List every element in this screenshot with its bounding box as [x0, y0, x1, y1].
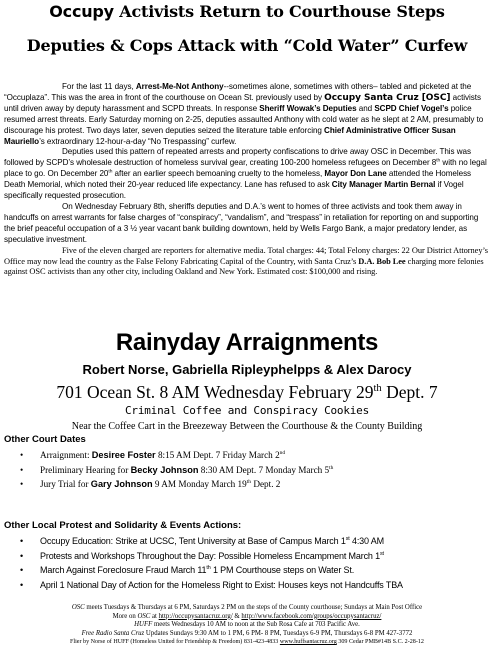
article-paragraph-2 [4, 147, 490, 202]
text-span: 1 PM Courthouse steps on Water St. [210, 565, 355, 575]
text-span: Arraignment: [40, 450, 92, 460]
name-chief-vogel: SCPD Chief Vogel’s [374, 103, 449, 113]
list-item [18, 448, 492, 463]
flyer-footer [0, 604, 494, 647]
defendant-name: Gary Johnson [90, 479, 153, 489]
court-dates-heading: Other Court Dates [4, 434, 86, 445]
text-span: OSC [71, 604, 85, 611]
article-paragraph-1 [4, 82, 490, 147]
name-da-bob-lee: D.A. Bob Lee [358, 256, 406, 266]
defendant-name: Desiree Foster [91, 450, 156, 460]
text-span: activists until driven away by deputy harassment and SCPD threats. In response [4, 92, 481, 113]
text-span: 8:15 AM Dept. 7 Friday March 2 [155, 450, 280, 460]
text-span: attended the Homeless Death Memorial, which noted their 20-year reduced life expectancy. Lane has refused to ask [4, 169, 472, 190]
text-span: OSC [137, 612, 151, 620]
text-span: meets Tuesdays & Thursdays at 6 PM, Saturdays 2 PM on the steps of the County courthouse; Sundays at Main Post Office [84, 604, 423, 611]
text-span: at [150, 612, 159, 620]
name-anthony: Arrest-Me-Not Anthony [135, 82, 224, 91]
superscript: th [436, 158, 441, 164]
superscript: th [206, 565, 211, 571]
superscript: th [246, 478, 252, 485]
text-span: HUFF [134, 621, 153, 629]
text-span: with no legal place to go. On December 20 [4, 158, 487, 179]
text-span: and [356, 103, 375, 113]
text-span: 8:30 AM Dept. 7 Monday March 5 [198, 464, 330, 475]
name-mayor-don-lane: Mayor Don Lane [324, 169, 387, 179]
text-span: Updates Sundays 9:30 AM to 1 PM, 6 PM- 8 PM, Tuesdays 6-9 PM, Thursdays 6-8 PM 427-3772 [144, 629, 413, 637]
headline-line-1 [0, 2, 494, 21]
text-span: --sometimes alone, sometimes with others– tabled and picketed at the “Occuplaza”. This was the area in front of the courthouse on Ocean St. previously used by [4, 82, 472, 102]
text-span: Jury Trial for [40, 479, 91, 489]
superscript: th [329, 464, 334, 471]
headline-line-1-rest: Activists Return to Courthouse Steps [119, 2, 445, 21]
headline-line-2: Deputies & Cops Attack with “Cold Water” Curfew [26, 36, 468, 55]
text-span: charging more felonies against OSC activists than any other city, including Oakland and New York. Estimated cost: $100,000 and rising. [4, 256, 484, 277]
text-span: if Vogel specifically requested prosecution. [4, 180, 464, 201]
text-span: police resumed arrest threats. Early Saturday morning on 2-25, deputies assaulted Anthony with cold water as he slept at 2 AM, presumably to discourage his protest. Two days later, seven deputies seized the literature table enforcing [4, 103, 484, 135]
article-body [4, 82, 490, 278]
text-span: More on [112, 612, 138, 620]
huff-website-link[interactable]: www.huffsantacruz.org [279, 639, 337, 646]
name-susan-mauriello: Chief Administrative Officer Susan Mauriello [4, 125, 456, 146]
text-span: & [232, 612, 242, 620]
text-span: Preliminary Hearing for [40, 464, 131, 475]
headline-occupy-word: Occupy [49, 2, 114, 21]
text-span: For the last 11 days, [62, 82, 136, 91]
text-span: 701 Ocean St. 8 AM Wednesday February 29 [56, 382, 374, 402]
superscript: st [345, 536, 350, 542]
list-item [18, 578, 492, 593]
text-span: Flier by Norse of HUFF (Homeless United for Friendship & Freedom) 831-423-4833 [70, 639, 280, 646]
superscript: th [108, 169, 113, 175]
text-span: Deputies used this pattern of repeated arrests and property confiscations to drive away OSC in December. This was followed by SCPD’s wholesale destruction of homeless survival gear, creating 100-200 homeless refugees on December 8 [4, 147, 471, 168]
text-span: Dept. 2 [251, 479, 281, 489]
text-span: Free Radio Santa Cruz [81, 629, 145, 637]
text-span: 9 AM Monday March 19 [152, 479, 247, 489]
defendant-name: Becky Johnson [130, 464, 199, 475]
footer-line [0, 621, 494, 630]
article-paragraph-3: On Wednesday February 8th, sheriffs deputies and D.A.’s went to homes of three activists and took them away in handcuffs on arrest warrants for false charges of “conspiracy”, “vandalism”, and “trespass” in retaliation for reporting on and supporting the brief peaceful occupation of a 3 ½ year vacant bank building downtown, held by Wells Fargo Bank, a major predatory lender, as speculative investment. [4, 201, 479, 244]
text-span: Occupy Education: Strike at UCSC, Tent University at Base of Campus March 1 [40, 536, 346, 546]
list-item [18, 563, 492, 578]
text-span: ’s extraordinary 12-hour-a-day “No Trespassing” curfew. [39, 136, 237, 146]
text-span: 309 Cedar PMB#14B S.C. 2-28-12 [336, 639, 424, 646]
text-span: 4:30 AM [349, 536, 384, 546]
name-occupy-santa-cruz: Occupy Santa Cruz [OSC] [324, 92, 451, 103]
article-paragraph-4 [4, 246, 490, 279]
arraignments-title: Rainyday Arraignments [115, 329, 379, 356]
text-span: meets Wednesdays 10 AM to noon at the Sub Rosa Cafe at 703 Pacific Ave. [152, 621, 360, 629]
list-item [18, 477, 492, 492]
osc-website-link[interactable]: http://occupysantacruz.org/ [158, 612, 233, 620]
arraignment-date-line [0, 382, 494, 403]
list-item [18, 534, 492, 549]
footer-line [0, 613, 494, 622]
superscript: st [380, 550, 384, 557]
superscript: nd [279, 449, 286, 456]
list-item [18, 549, 492, 564]
actions-list [18, 534, 492, 592]
text-span: March Against Foreclosure Fraud March 11 [40, 565, 207, 575]
arraignment-location: Near the Coffee Cart in the Breezeway Between the Courthouse & the County Building [71, 421, 423, 432]
text-span: Five of the eleven charged are reporters for alternative media. Total charges: 44; Total Felony charges: 22 Our District Attorney’s Office may now lead the country as the False Felony Fabricating Capital of the Country, with Santa Cruz’s [4, 245, 488, 266]
name-sheriff-wowak: Sheriff Wowak’s Deputies [259, 103, 357, 113]
footer-line [0, 630, 494, 639]
text-span: after an earlier speech bemoaning cruelty to the homeless, [112, 169, 325, 179]
footer-line [0, 604, 494, 613]
defendant-names: Robert Norse, Gabriella Ripleyphelpps & Alex Darocy [82, 362, 412, 377]
superscript: th [373, 383, 382, 395]
text-span: April 1 National Day of Action for the Homeless Right to Exist: Houses keys not Handcuffs TBA [40, 579, 403, 590]
list-item [18, 463, 492, 478]
footer-line [0, 638, 494, 647]
osc-facebook-link[interactable]: http://www.facebook.com/groups/occupysantacruz/ [241, 612, 382, 620]
court-dates-list [18, 448, 492, 492]
coffee-subtitle: Criminal Coffee and Conspiracy Cookies [124, 404, 370, 417]
actions-heading: Other Local Protest and Solidarity & Events Actions: [4, 520, 242, 531]
name-martin-bernal: City Manager Martin Bernal [331, 180, 436, 190]
text-span: Dept. 7 [381, 382, 438, 402]
text-span: Protests and Workshops Throughout the Day: Possible Homeless Encampment March 1 [40, 550, 380, 561]
